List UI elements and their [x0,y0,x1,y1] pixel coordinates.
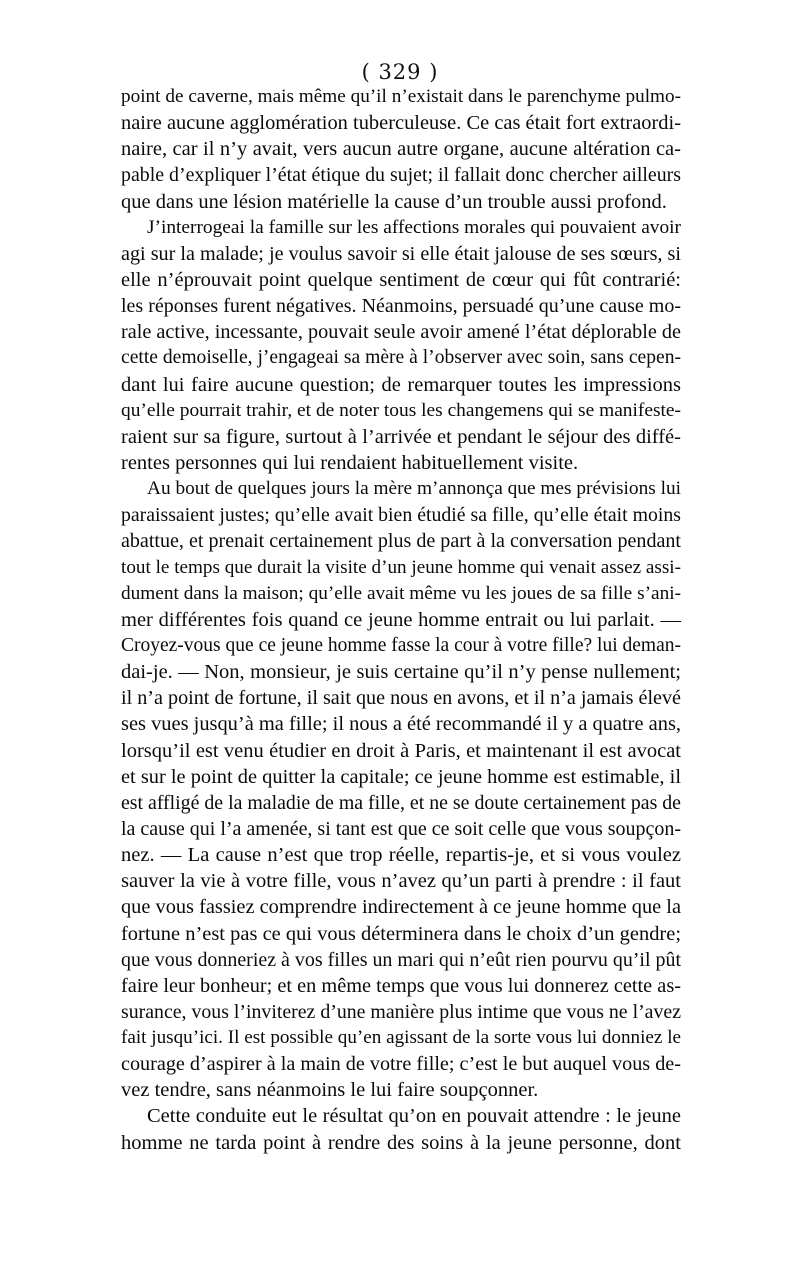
text-line: fortune n’est pas ce qui vous déterminera dans le choix d’un gendre; [121,922,681,945]
text-line: rale active, incessante, pouvait seule avoir amené l’état déplorable de [121,321,681,344]
text-line: Au bout de quelques jours la mère m’annonça que mes prévisions lui [147,478,681,500]
text-line: les réponses furent négatives. Néanmoins, persuadé qu’une cause mo- [121,295,681,318]
text-line: agi sur la malade; je voulus savoir si elle était jalouse de ses sœurs, si [121,242,681,265]
text-line: qu’elle pourrait trahir, et de noter tous les changemens qui se manifeste- [121,399,681,421]
text-line: dument dans la maison; qu’elle avait même vu les joues de sa fille s’ani- [121,582,681,604]
text-line: elle n’éprouvait point quelque sentiment de cœur qui fût contrarié: [121,268,681,291]
text-line: vez tendre, sans néanmoins le lui faire soupçonner. [121,1079,539,1102]
text-line: rentes personnes qui lui rendaient habituellement visite. [121,451,579,474]
text-line: cette demoiselle, j’engageai sa mère à l’observer avec soin, sans cepen- [121,347,681,369]
page-number: ( 329 ) [361,60,439,84]
body-text [121,84,681,1156]
text-line: homme ne tarda point à rendre des soins à la jeune personne, dont [121,1131,681,1154]
text-line: dant lui faire aucune question; de remarquer toutes les impressions [121,373,681,396]
text-line: paraissaient justes; qu’elle avait bien étudié sa fille, qu’elle était moins [121,504,681,527]
text-line: naire, car il n’y avait, vers aucun autre organe, aucune altération ca- [121,138,681,161]
text-line: dai-je. — Non, monsieur, je suis certaine qu’il n’y pense nullement; [121,661,681,684]
text-line: point de caverne, mais même qu’il n’existait dans le parenchyme pulmo- [121,86,681,107]
text-line: la cause qui l’a amenée, si tant est que ce soit celle que vous soupçon- [121,817,681,840]
text-line: que dans une lésion matérielle la cause d’un trouble aussi profond. [121,190,667,213]
text-line: mer différentes fois quand ce jeune homme entrait ou lui parlait. — [121,608,681,631]
text-line: ses vues jusqu’à ma fille; il nous a été recommandé il y a quatre ans, [121,713,681,736]
text-line: lorsqu’il est venu étudier en droit à Paris, et maintenant il est avocat [121,739,681,762]
text-line: courage d’aspirer à la main de votre fille; c’est le but auquel vous de- [121,1053,681,1076]
text-line: abattue, et prenait certainement plus de part à la conversation pendant [121,530,681,553]
text-line: pable d’expliquer l’état étique du sujet; il fallait donc chercher ailleurs [121,164,681,187]
text-line: fait jusqu’ici. Il est possible qu’en agissant de la sorte vous lui donniez le [121,1027,681,1049]
text-line: est affligé de la maladie de ma fille, et ne se doute certainement pas de [121,791,681,814]
text-line: que vous fassiez comprendre indirectement à ce jeune homme que la [121,896,681,919]
text-line: raient sur sa figure, surtout à l’arrivée et pendant le séjour des diffé- [121,425,681,448]
text-line: surance, vous l’inviterez d’une manière plus intime que vous ne l’avez [121,1000,681,1023]
text-line: tout le temps que durait la visite d’un jeune homme qui venait assez assi- [121,556,681,578]
text-line: et sur le point de quitter la capitale; ce jeune homme est estimable, il [121,765,681,788]
text-line: que vous donneriez à vos filles un mari qui n’eût rien pourvu qu’il pût [121,948,681,971]
text-line: nez. — La cause n’est que trop réelle, repartis-je, et si vous voulez [121,844,681,867]
text-line: il n’a point de fortune, il sait que nous en avons, et il n’a jamais élevé [121,687,681,710]
text-line: faire leur bonheur; et en même temps que vous lui donnerez cette as- [121,974,681,997]
text-line: Cette conduite eut le résultat qu’on en pouvait attendre : le jeune [147,1105,681,1128]
text-line: sauver la vie à votre fille, vous n’avez qu’un parti à prendre : il faut [121,870,681,893]
text-line: Croyez-vous que ce jeune homme fasse la cour à votre fille? lui deman- [121,634,681,656]
text-line: naire aucune agglomération tuberculeuse. Ce cas était fort extraordi- [121,112,681,135]
text-line: J’interrogeai la famille sur les affections morales qui pouvaient avoir [147,216,681,238]
